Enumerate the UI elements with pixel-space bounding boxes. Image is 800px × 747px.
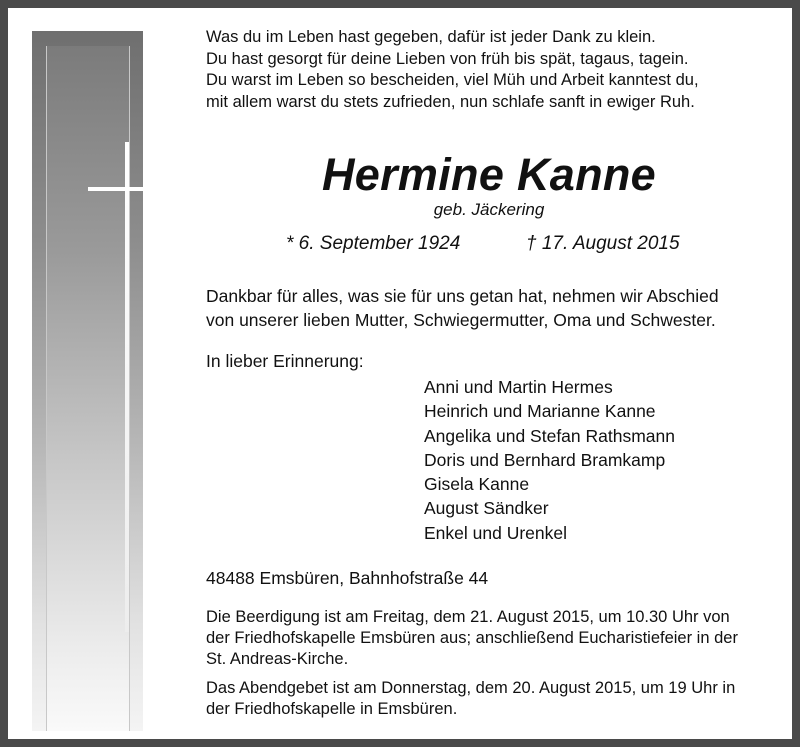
- mourner: Gisela Kanne: [424, 474, 530, 495]
- thanks-line: Dankbar für alles, was sie für uns getan hat, nehmen wir Abschied: [206, 286, 719, 306]
- evening-prayer-info: [206, 678, 735, 720]
- funeral-line: der Friedhofskapelle Emsbüren aus; anschließend Eucharistiefeier in der: [206, 629, 738, 647]
- cross-icon-horizontal-bar: [88, 187, 166, 191]
- mourner: August Sändker: [424, 498, 549, 519]
- funeral-line: Die Beerdigung ist am Freitag, dem 21. August 2015, um 10.30 Uhr von: [206, 608, 730, 626]
- deceased-name: Hermine Kanne: [322, 149, 656, 200]
- death-date: † 17. August 2015: [526, 233, 680, 254]
- memory-label: In lieber Erinnerung:: [206, 351, 364, 371]
- poem-line: mit allem warst du stets zufrieden, nun schlafe sanft in ewiger Ruh.: [206, 92, 695, 111]
- cross-banner-inner: [46, 46, 130, 731]
- mourner: Angelika und Stefan Rathsmann: [424, 425, 675, 446]
- prayer-line: der Friedhofskapelle in Emsbüren.: [206, 700, 458, 718]
- thanks-text: [206, 284, 719, 332]
- mourners-list: [424, 375, 675, 545]
- mourner: Heinrich und Marianne Kanne: [424, 401, 656, 422]
- mourner: Anni und Martin Hermes: [424, 377, 613, 397]
- funeral-info: [206, 607, 738, 670]
- mourner: Doris und Bernhard Bramkamp: [424, 449, 666, 470]
- prayer-line: Das Abendgebet ist am Donnerstag, dem 20. August 2015, um 19 Uhr in: [206, 679, 736, 697]
- mourner: Enkel und Urenkel: [424, 522, 567, 543]
- funeral-line: St. Andreas-Kirche.: [206, 650, 349, 668]
- poem: [206, 27, 699, 113]
- maiden-name: geb. Jäckering: [433, 200, 545, 219]
- poem-line: Du warst im Leben so bescheiden, viel Müh und Arbeit kanntest du,: [206, 71, 699, 89]
- address: 48488 Emsbüren, Bahnhofstraße 44: [206, 568, 489, 588]
- cross-icon-vertical-bar: [125, 142, 129, 632]
- poem-line: Was du im Leben hast gegeben, dafür ist jeder Dank zu klein.: [206, 28, 656, 46]
- thanks-line: von unserer lieben Mutter, Schwiegermutter, Oma und Schwester.: [206, 310, 716, 330]
- poem-line: Du hast gesorgt für deine Lieben von früh bis spät, tagaus, tagein.: [206, 49, 689, 68]
- obituary-card: [8, 8, 792, 739]
- birth-date: * 6. September 1924: [286, 233, 461, 254]
- cross-banner: [32, 31, 143, 731]
